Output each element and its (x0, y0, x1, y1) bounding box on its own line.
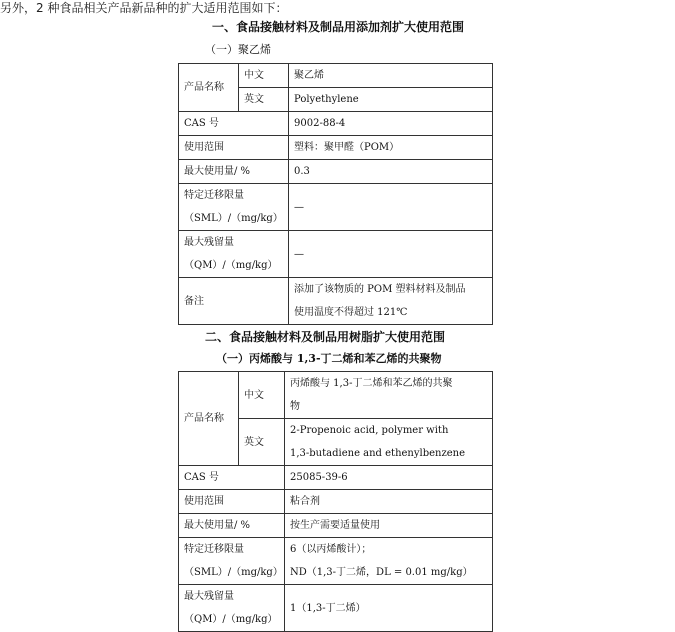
note-label: 备注 (179, 278, 289, 325)
section1-heading: 一、食品接触材料及制品用添加剂扩大使用范围 (212, 20, 465, 34)
scope-label: 使用范围 (179, 136, 289, 160)
sml-label-line2: （SML）/（mg/kg） (184, 567, 283, 578)
polyethylene-table (178, 63, 493, 325)
section2-heading: 二、食品接触材料及制品用树脂扩大使用范围 (205, 330, 446, 344)
cas-label: CAS 号 (179, 112, 289, 136)
sml-label (179, 538, 285, 585)
sml-label-line1: 特定迁移限量 (184, 544, 244, 555)
copolymer-table (178, 371, 493, 632)
intro-text: 另外，2 种食品相关产品新品种的扩大适用范围如下： (0, 1, 288, 15)
sml-value-line1: 6（以丙烯酸计）； (290, 544, 372, 555)
sml-label-line2: （SML）/（mg/kg） (184, 213, 283, 224)
cn-value-line2: 物 (290, 401, 300, 412)
cas-value: 25085-39-6 (285, 466, 493, 490)
note-value-line2: 使用温度不得超过 121℃ (294, 307, 408, 318)
en-value-line1: 2-Propenoic acid, polymer with (290, 425, 449, 436)
scope-value: 粘合剂 (285, 490, 493, 514)
sml-value (285, 538, 493, 585)
sml-value-line2: ND（1,3-丁二烯，DL = 0.01 mg/kg） (290, 567, 473, 578)
qm-label-line2: （QM）/（mg/kg） (184, 614, 278, 625)
qm-value: 1（1,3-丁二烯） (285, 585, 493, 632)
qm-label-line1: 最大残留量 (184, 591, 234, 602)
note-value-line1: 添加了该物质的 POM 塑料材料及制品 (294, 284, 466, 295)
en-label: 英文 (239, 88, 289, 112)
cn-label: 中文 (239, 372, 285, 419)
product-name-label: 产品名称 (179, 372, 239, 466)
product-name-label: 产品名称 (179, 64, 239, 112)
qm-label (179, 231, 289, 278)
en-label: 英文 (239, 419, 285, 466)
section1-subheading: （一）聚乙烯 (205, 43, 271, 56)
cn-label: 中文 (239, 64, 289, 88)
sml-value: — (289, 184, 493, 231)
max-use-label: 最大使用量/ % (179, 514, 285, 538)
max-use-label: 最大使用量/ % (179, 160, 289, 184)
max-use-value: 按生产需要适量使用 (285, 514, 493, 538)
sml-label (179, 184, 289, 231)
sml-label-line1: 特定迁移限量 (184, 190, 244, 201)
max-use-value: 0.3 (289, 160, 493, 184)
en-value (285, 419, 493, 466)
cn-value-line1: 丙烯酸与 1,3-丁二烯和苯乙烯的共聚 (290, 378, 453, 389)
cn-value: 聚乙烯 (289, 64, 493, 88)
en-value: Polyethylene (289, 88, 493, 112)
qm-label-line2: （QM）/（mg/kg） (184, 260, 278, 271)
qm-label (179, 585, 285, 632)
qm-label-line1: 最大残留量 (184, 237, 234, 248)
cn-value (285, 372, 493, 419)
qm-value: — (289, 231, 493, 278)
scope-value: 塑料：聚甲醛（POM） (289, 136, 493, 160)
en-value-line2: 1,3-butadiene and ethenylbenzene (290, 448, 466, 459)
cas-value: 9002-88-4 (289, 112, 493, 136)
cas-label: CAS 号 (179, 466, 285, 490)
section2-subheading: （一）丙烯酸与 1,3-丁二烯和苯乙烯的共聚物 (216, 352, 442, 365)
scope-label: 使用范围 (179, 490, 285, 514)
note-value (289, 278, 493, 325)
